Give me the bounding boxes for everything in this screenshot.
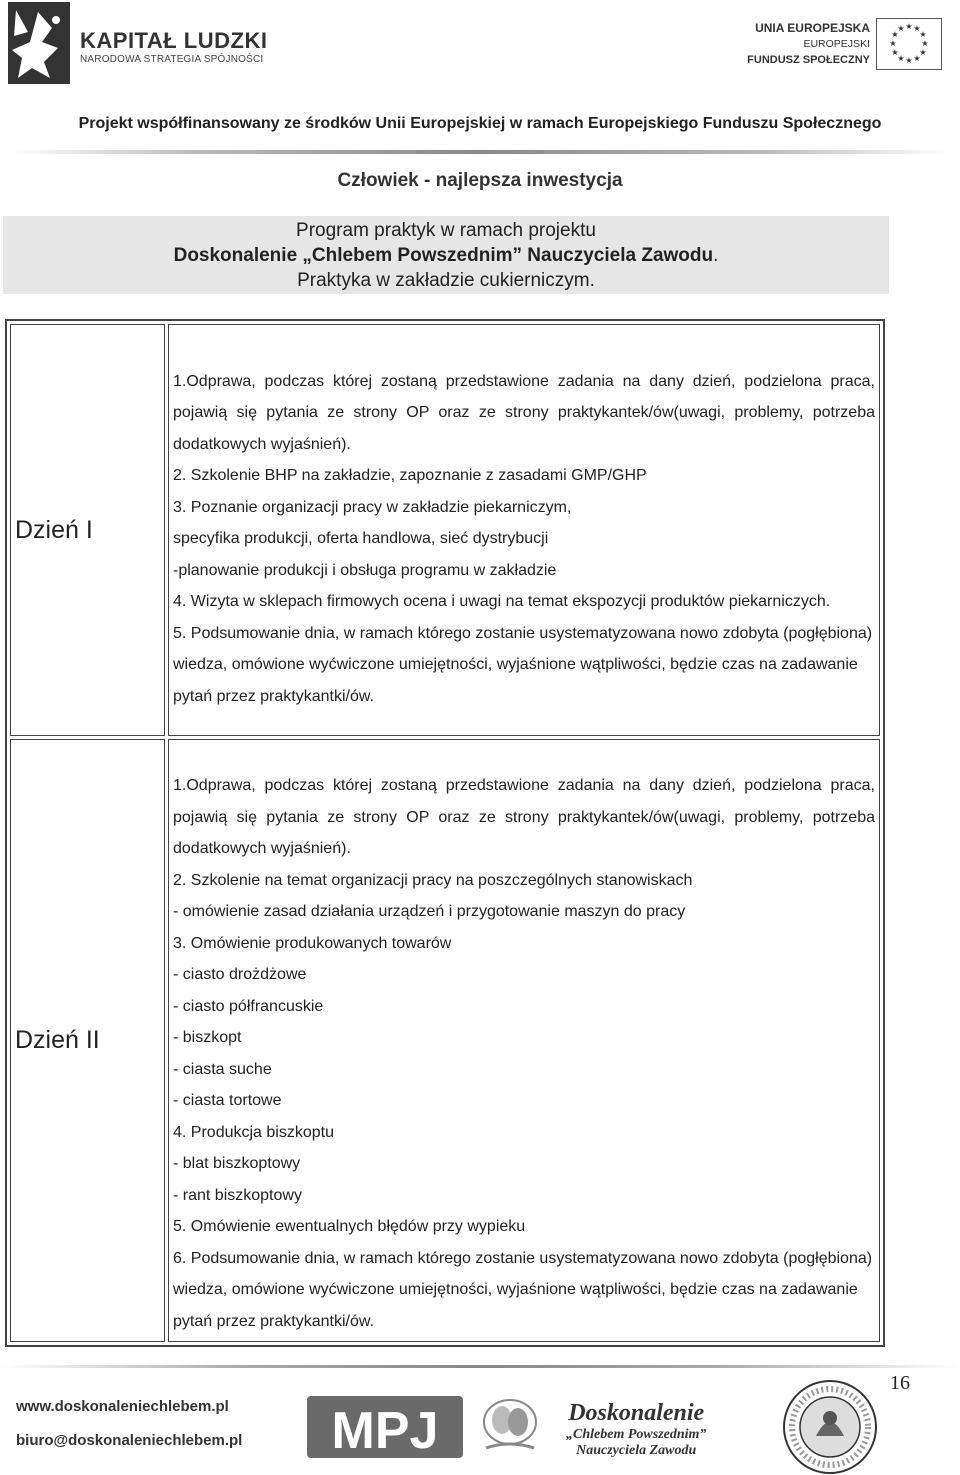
day-row — [10, 739, 880, 1342]
bread-logo-icon — [480, 1392, 540, 1462]
association-seal-logo — [780, 1378, 880, 1475]
slogan: Człowiek - najlepsza inwestycja — [337, 170, 623, 191]
list-item: 1.Odprawa, podczas której zostaną przedstawione zadania na dany dzień, podzielona praca, pojawią się pytania ze strony OP oraz ze strony praktykantek/ów(uwagi, problemy, potrzeba dodatkowych wyjaśnień). — [173, 777, 875, 857]
list-item: -planowanie produkcji i obsługa programu w zakładzie — [173, 561, 557, 579]
eu-line2: EUROPEJSKI — [803, 38, 870, 50]
day-label: Dzień I — [10, 324, 165, 736]
svg-text:★: ★ — [905, 56, 913, 65]
list-item: 2. Szkolenie na temat organizacji pracy na poszczególnych stanowiskach — [173, 871, 693, 889]
header-divider — [10, 150, 950, 154]
footer-divider — [0, 1365, 960, 1368]
svg-text:★: ★ — [905, 22, 913, 31]
title-line2-tail: . — [713, 245, 719, 266]
list-item: 4. Produkcja biszkoptu — [173, 1123, 334, 1141]
svg-text:★: ★ — [913, 54, 921, 63]
list-item: - rant biszkoptowy — [173, 1186, 302, 1204]
dosk-line1: Doskonalenie — [568, 1400, 705, 1426]
list-item: 4. Wizyta w sklepach firmowych ocena i uwagi na temat ekspozycji produktów piekarniczych. — [173, 593, 831, 611]
title-line1: Program praktyk w ramach projektu — [296, 220, 596, 241]
svg-text:★: ★ — [919, 30, 927, 39]
dosk-line3: Nauczyciela Zawodu — [576, 1443, 697, 1458]
svg-text:★: ★ — [891, 30, 899, 39]
list-item: 3. Poznanie organizacji pracy w zakładzie piekarniczym, — [173, 498, 572, 516]
svg-text:★: ★ — [889, 39, 897, 48]
eu-text — [700, 20, 870, 68]
project-name: Doskonalenie „Chlebem Powszednim” Nauczyciela Zawodu — [173, 245, 714, 266]
list-item: 2. Szkolenie BHP na zakładzie, zapoznanie z zasadami GMP/GHP — [173, 467, 647, 485]
svg-text:★: ★ — [913, 24, 921, 33]
list-item: 1.Odprawa, podczas której zostaną przedstawione zadania na dany dzień, podzielona praca, pojawią się pytania ze strony OP oraz ze strony praktykantek/ów(uwagi, problemy, potrzeba dodatkowych wyjaśnień). — [173, 372, 875, 453]
kl-name: KAPITAŁ LUDZKI — [80, 28, 268, 53]
doskonalenie-logo-text — [566, 1400, 706, 1459]
list-item: - blat biszkoptowy — [173, 1155, 301, 1172]
svg-text:★: ★ — [919, 48, 927, 57]
list-item: 5. Podsumowanie dnia, w ramach którego zostanie usystematyzowana nowo zdobyta (pogłębiona) wiedza, omówione wyćwiczone umiejętności, wyjaśnione wątpliwości, będzie czas na zadawanie pytań przez praktykantki/ów. — [173, 624, 873, 705]
list-item: - ciasta tortowe — [173, 1092, 282, 1109]
eu-line1: UNIA EUROPEJSKA — [755, 21, 870, 35]
list-item: - ciasto drożdżowe — [173, 966, 307, 983]
kapital-ludzki-logo — [8, 2, 70, 84]
list-item: specyfika produkcji, oferta handlowa, sieć dystrybucji — [173, 530, 549, 548]
list-item: 5. Omówienie ewentualnych błędów przy wypieku — [173, 1218, 526, 1235]
day-content — [168, 324, 880, 736]
email-link[interactable]: biuro@doskonaleniechlebem.pl — [16, 1432, 243, 1449]
svg-text:★: ★ — [921, 39, 929, 48]
kl-subtitle: NARODOWA STRATEGIA SPÓJNOŚCI — [80, 54, 264, 65]
svg-text:★: ★ — [897, 24, 905, 33]
list-item: - ciasta suche — [173, 1060, 272, 1078]
schedule-table — [5, 319, 885, 1347]
day-row — [10, 324, 880, 736]
title-box — [3, 216, 889, 294]
title-line2 — [3, 243, 889, 268]
page-number: 16 — [890, 1372, 910, 1394]
mpj-logo — [305, 1390, 465, 1462]
title-line3: Praktyka w zakładzie cukierniczym. — [297, 270, 595, 291]
list-item: - biszkopt — [173, 1029, 242, 1046]
list-item: 3. Omówienie produkowanych towarów — [173, 934, 452, 952]
svg-text:★: ★ — [891, 48, 899, 57]
list-item: 6. Podsumowanie dnia, w ramach którego zostanie usystematyzowana nowo zdobyta (pogłębiona) wiedza, omówione wyćwiczone umiejętności, wyjaśnione wątpliwości, będzie czas na zadawanie pytań przez praktykantki/ów. — [173, 1249, 873, 1330]
list-item: - omówienie zasad działania urządzeń i przygotowanie maszyn do pracy — [173, 903, 686, 920]
cofinance-statement: Projekt współfinansowany ze środków Unii Europejskiej w ramach Europejskiego Funduszu Społecznego — [78, 115, 882, 132]
day-label: Dzień II — [10, 739, 165, 1342]
dosk-line2: „Chlebem Powszednim” — [566, 1427, 707, 1442]
svg-text:★: ★ — [897, 54, 905, 63]
website-link[interactable]: www.doskonaleniechlebem.pl — [16, 1398, 229, 1415]
day-content — [168, 739, 880, 1342]
mpj-logo-text: MPJ — [331, 1402, 439, 1460]
eu-line3: FUNDUSZ SPOŁECZNY — [747, 54, 870, 66]
list-item: - ciasto półfrancuskie — [173, 997, 324, 1015]
eu-flag-icon — [876, 18, 942, 70]
